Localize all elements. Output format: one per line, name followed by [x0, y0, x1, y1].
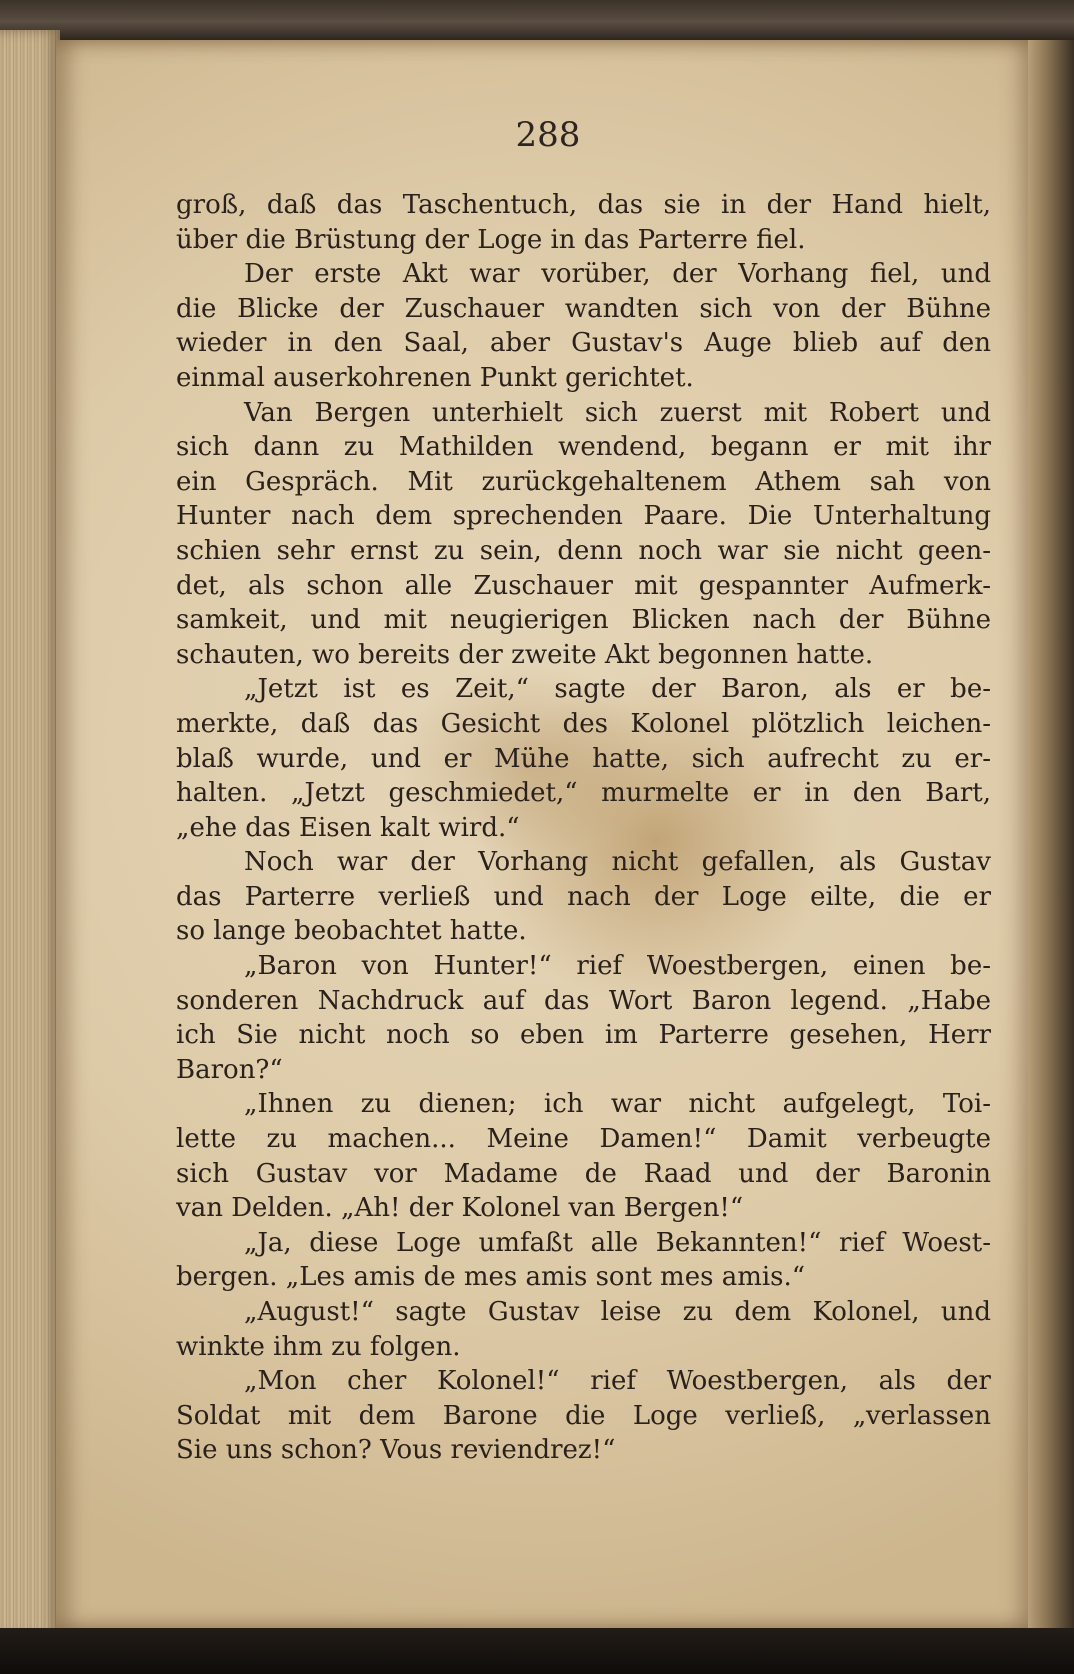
- text-line: lette zu machen... Meine Damen!“ Damit verbeugte: [176, 1124, 991, 1155]
- text-line: Hunter nach dem sprechenden Paare. Die Unterhaltung: [176, 501, 991, 532]
- text-line: van Delden. „Ah! der Kolonel van Bergen!“: [176, 1193, 744, 1224]
- page-edge-right: [1028, 40, 1074, 1630]
- text-line: sich Gustav vor Madame de Raad und der Baronin: [176, 1158, 991, 1189]
- text-line: „Ja, diese Loge umfaßt alle Bekannten!“ rief Woest-: [244, 1227, 991, 1258]
- text-line: Noch war der Vorhang nicht gefallen, als Gustav: [244, 847, 991, 878]
- text-line: „Mon cher Kolonel!“ rief Woestbergen, als der: [244, 1366, 991, 1397]
- text-line: einmal auserkohrenen Punkt gerichtet.: [176, 362, 694, 393]
- text-line: blaß wurde, und er Mühe hatte, sich aufrecht zu er-: [176, 743, 991, 774]
- page-stack-left: [0, 30, 60, 1638]
- text-line: die Blicke der Zuschauer wandten sich von der Bühne: [176, 293, 991, 324]
- text-line: Van Bergen unterhielt sich zuerst mit Robert und: [244, 397, 991, 428]
- text-line: so lange beobachtet hatte.: [176, 916, 527, 947]
- text-line: bergen. „Les amis de mes amis sont mes amis.“: [176, 1262, 806, 1293]
- text-line: Baron?“: [176, 1054, 283, 1085]
- text-line: „Baron von Hunter!“ rief Woestbergen, einen be-: [244, 951, 991, 982]
- text-line: det, als schon alle Zuschauer mit gespannter Aufmerk-: [176, 570, 991, 601]
- text-line: „Ihnen zu dienen; ich war nicht aufgelegt, Toi-: [244, 1089, 991, 1120]
- text-line: das Parterre verließ und nach der Loge eilte, die er: [176, 881, 991, 912]
- body-text: [176, 188, 991, 1468]
- text-line: sich dann zu Mathilden wendend, begann er mit ihr: [176, 432, 991, 463]
- text-line: schauten, wo bereits der zweite Akt begonnen hatte.: [176, 639, 874, 670]
- book-page: [56, 40, 1040, 1630]
- text-line: Soldat mit dem Barone die Loge verließ, „verlassen: [176, 1400, 991, 1431]
- book-edge-bottom: [0, 1628, 1074, 1674]
- text-line: samkeit, und mit neugierigen Blicken nach der Bühne: [176, 605, 991, 636]
- text-line: winkte ihm zu folgen.: [176, 1331, 461, 1362]
- text-line: groß, daß das Taschentuch, das sie in der Hand hielt,: [176, 190, 991, 220]
- text-line: ich Sie nicht noch so eben im Parterre gesehen, Herr: [176, 1020, 991, 1051]
- book-binding-top: [0, 0, 1074, 40]
- text-line: merkte, daß das Gesicht des Kolonel plötzlich leichen-: [176, 708, 991, 739]
- text-line: ein Gespräch. Mit zurückgehaltenem Athem sah von: [176, 466, 991, 497]
- text-line: schien sehr ernst zu sein, denn noch war sie nicht geen-: [176, 535, 991, 566]
- text-line: über die Brüstung der Loge in das Parterre fiel.: [176, 224, 806, 255]
- text-line: wieder in den Saal, aber Gustav's Auge blieb auf den: [176, 328, 991, 359]
- text-line: sonderen Nachdruck auf das Wort Baron legend. „Habe: [176, 985, 991, 1016]
- text-line: Der erste Akt war vorüber, der Vorhang fiel, und: [244, 259, 991, 290]
- text-line: halten. „Jetzt geschmiedet,“ murmelte er in den Bart,: [176, 778, 991, 809]
- text-line: „Jetzt ist es Zeit,“ sagte der Baron, als er be-: [244, 674, 991, 705]
- text-line: „August!“ sagte Gustav leise zu dem Kolonel, und: [244, 1297, 991, 1327]
- text-line: „ehe das Eisen kalt wird.“: [176, 812, 520, 843]
- text-line: Sie uns schon? Vous reviendrez!“: [176, 1435, 616, 1466]
- page-number: 288: [515, 115, 581, 155]
